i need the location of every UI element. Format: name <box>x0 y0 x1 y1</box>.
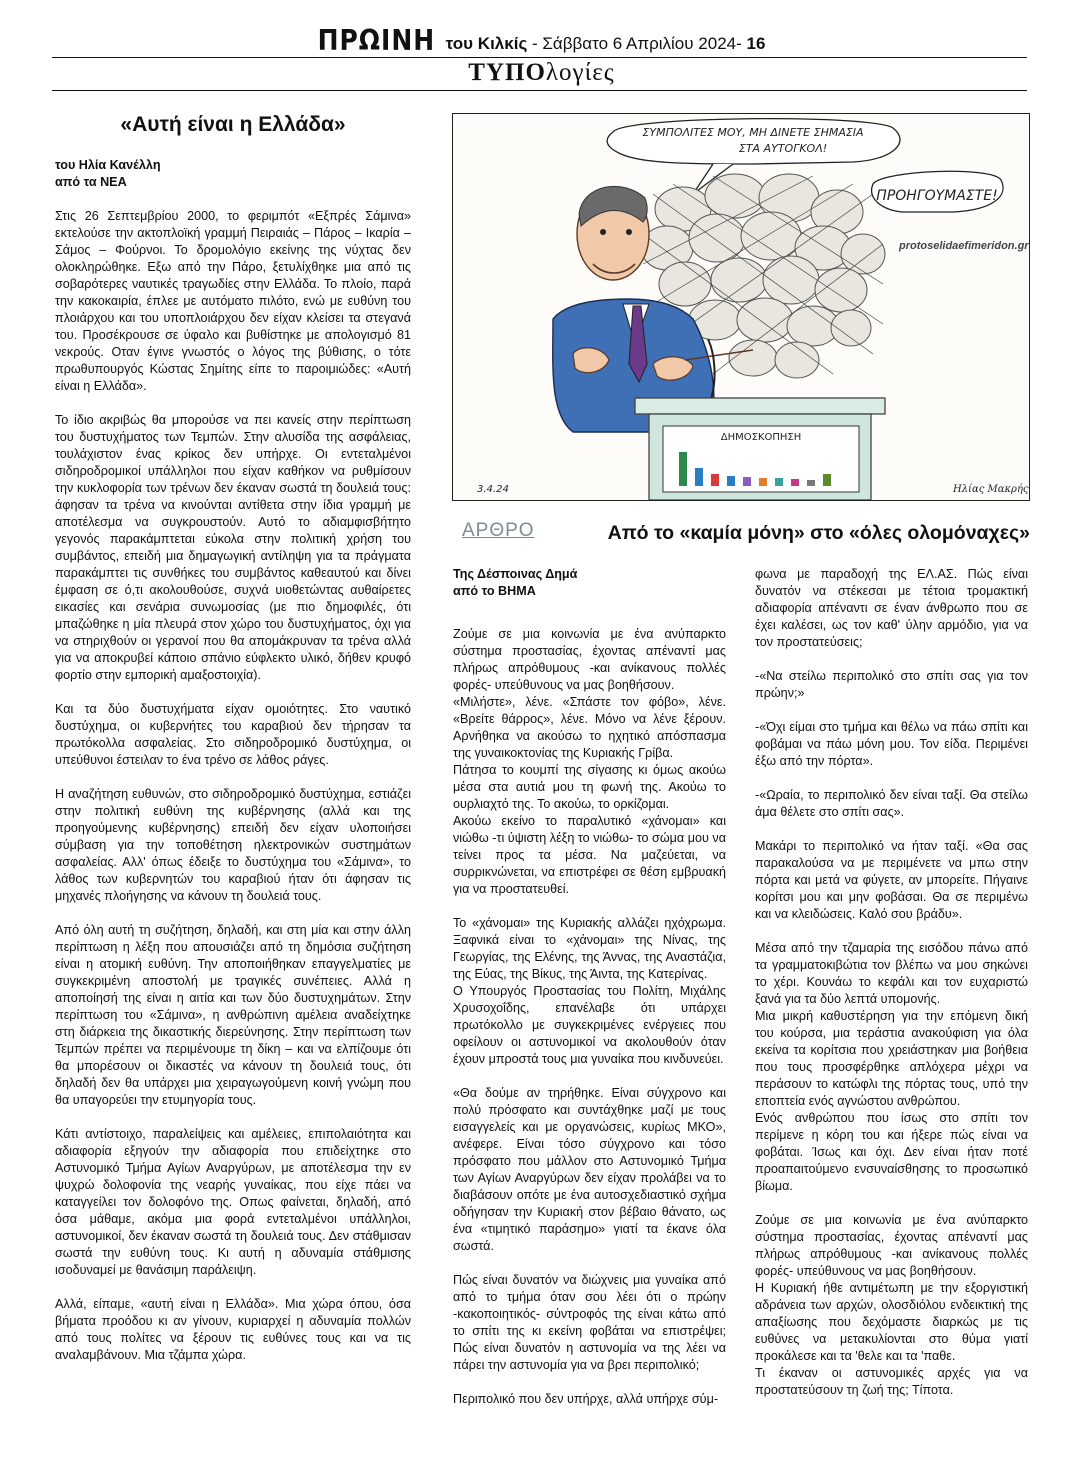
poll-bar <box>775 478 783 486</box>
poll-bar <box>791 479 799 486</box>
left-article <box>55 112 411 1381</box>
paragraph: Ζούμε σε μια κοινωνία με ένα ανύπαρκτο σύστημα προστασίας, έχοντας απέναντί μας πλήρως απρόθυμους -και ανίκανους πολλές φορές- υπεύθυνους να μας βοηθήσουν. <box>755 1213 1028 1278</box>
paragraph: Στις 26 Σεπτεμβρίου 2000, το φεριμπότ «Εξπρές Σάμινα» εκτελούσε την ακτοπλοϊκή γραμμή Πειραιάς – Πάρος – Ικαρία – Σάμος – Φούρνοι. Το δρομολόγιο εκείνης της νύχτας δεν ολοκληρώθηκε. Εξω από την Πάρο, ξετυλίχθηκε μια από τις σοβαρότερες ναυτικές τραγωδίες στην Ελλάδα. Το πλοίο, παρά την κακοκαιρία, έπλεε με αυτόματο πιλότο, ενώ με ευθύνη του πλοιάρχου και του υποπλοιάρχου δεν είχαν κλείσει τα στεγανά του. Προσέκρουσε σε ύφαλο και βυθίστηκε με απολογισμό 81 νεκρούς. Οταν έγινε γνωστός ο λόγος της βύθισης, ο τότε πρωθυπουργός Κώστας Σημίτης είπε το παροιμιώδες: «Αυτή είναι η Ελλάδα». <box>55 209 411 393</box>
cartoonist-signature: Ηλίας Μακρής <box>953 484 1029 495</box>
speech-text-1: ΣΥΜΠΟΛΙΤΕΣ ΜΟΥ, ΜΗ ΔΙΝΕΤΕ ΣΗΜΑΣΙΑ <box>642 126 864 139</box>
top-rule <box>52 57 1027 58</box>
editorial-cartoon <box>452 113 1030 501</box>
paragraph: -«Όχι είμαι στο τμήμα και θέλω να πάω σπίτι και φοβάμαι να πάω μόνη μου. Τον είδα. Περιμένει έξω από την πόρτα». <box>755 720 1028 768</box>
poll-bar <box>743 477 751 486</box>
separator: - <box>527 34 543 53</box>
poll-bar <box>711 474 719 486</box>
newspaper-subtitle: του Κιλκίς <box>445 34 528 53</box>
page-separator: - <box>736 34 747 53</box>
podium-label: ΔΗΜΟΣΚΟΠΗΣΗ <box>720 432 802 443</box>
poll-bar <box>695 468 703 486</box>
watermark: protoselidaefimeridon.gr <box>899 240 1029 252</box>
paragraph: Το ίδιο ακριβώς θα μπορούσε να πει κανείς στην περίπτωση του δυστυχήματος των Τεμπών. Στην αλυσίδα της ασφάλειας, τουλάχιστον ένας κρίκος δεν υπήρχε. Οι εντεταλμένοι σιδηροδρομικοί υπάλληλοι που είχαν καθήκον να ρυθμίσουν την κυκλοφορία των τρένων δεν έκαναν σωστά τη δουλειά τους: άφησαν τα τρένα να κινούνται αντίθετα στην ίδια γραμμή με αποτέλεσμα να συγκρουστούν. Αυτό το αδιαμφισβήτητο γεγονός παρακάμπτεται εύκολα στην πολιτική χρήση του συμβάντος, επειδή μια δημαγωγική αντίληψη για τα πράγματα παρακάμπτει τις συνθήκες του συμβάντος καθεαυτού και δίνει έμφαση σε ό,τι ακολουθούσε, συχνά υιοθετώντας αυθαίρετες εικασίες και σενάρια συνωμοσίας (με πιο δημοφιλές, ότι μπαζώθηκε η μία πλευρά στον χώρο του δυστυχήματος, όχι για να στηριχθούν οι γερανοί που θα απομάκρυναν τα τρένα αλλά για να αποκρυβεί κάποιο σπάνιο εύφλεκτο υλικό, δήθεν κρυφό φορτίο στην εμπορική αμαξοστοιχία). <box>55 413 411 682</box>
left-article-author: του Ηλία Κανέλλη <box>55 158 161 172</box>
right-article-column-2 <box>755 566 1028 1399</box>
poll-bar <box>679 452 687 486</box>
article-tag: ΑΡΘΡΟ <box>462 520 535 541</box>
right-article-title: Από το «καμία μόνη» στο «όλες ολομόναχες» <box>607 522 1030 544</box>
speech-text-right: ΠΡΟΗΓΟΥΜΑΣΤΕ! <box>876 188 998 204</box>
paragraph: Πάτησα το κουμπί της σίγασης κι όμως ακούω μέσα στα αυτιά μου τη φωνή της. Ακούω το ουρλιαχτό της. Το ακούω, το ορκίζομαι. <box>453 763 726 811</box>
paragraph: -«Να στείλω περιπολικό στο σπίτι σας για τον πρώην;» <box>755 669 1028 700</box>
section-title-bold: ΤΥΠΟ <box>468 59 546 86</box>
speech-text-2: ΣΤΑ ΑΥΤΟΓΚΟΛ! <box>738 142 828 155</box>
podium <box>635 398 885 500</box>
section-title <box>0 59 1083 87</box>
right-article-source: από το ΒΗΜΑ <box>453 584 536 598</box>
poll-bar <box>807 480 815 486</box>
paragraph: Ζούμε σε μια κοινωνία με ένα ανύπαρκτο σύστημα προστασίας, έχοντας απέναντί μας πλήρως απρόθυμους -και ανίκανους πολλές φορές- υπεύθυνους να μας βοηθήσουν. <box>453 627 726 692</box>
left-article-source: από τα ΝΕΑ <box>55 175 127 189</box>
paragraph: Η Κυριακή ήθε αντιμέτωπη με την εξοργιστική αδράνεια των αρχών, ολοσδιόλου ενδεικτική της απαξίωσης που δεχόμαστε διαρκώς με τις ευθύνες να μετακυλίονται στο θύμα γιατί προκάλεσε και τα 'θελε και τα 'παθε. <box>755 1281 1028 1363</box>
paragraph: Ακούω εκείνο το παραλυτικό «χάνομαι» και νιώθω -τι ύψιστη λέξη το νιώθω- το σώμα μου να τείνει προς τα μέσα. Να μαζεύεται, να συρρικνώνεται, να επιστρέφει σε θέση εμβρυακή για να προστατευθεί. <box>453 814 726 896</box>
paragraph: Μια μικρή καθυστέρηση για την επόμενη δική του κούρσα, μια τεράστια ανακούφιση για όλα εκείνα τα κορίτσια που χρειάστηκαν μια βοήθεια που τους προσφέρθηκε απλόχερα μέχρι να περάσουν το κατώφλι της πόρτας τους, υπό την εποπτεία ενός αγνώστου ανθρώπου. <box>755 1009 1028 1108</box>
paragraph: Μακάρι το περιπολικό να ήταν ταξί. «Θα σας παρακαλούσα να με περιμένετε να μπω στην πόρτα και μετά να φύγετε, αν μπορείτε. Πήγαινε κορίτσι μου και μην φοβάσαι. Θα σε περιμένω και να κλειδώσεις. Καλό σου βράδυ». <box>755 839 1028 921</box>
paragraph: Πώς είναι δυνατόν να διώχνεις μια γυναίκα από από το τμήμα όταν σου λέει ότι ο πρώην -κακοποιητικός- σύντροφός της είναι κάτω από το σπίτι της κι εκείνη φοβάται να επιστρέψει; Πώς είναι δυνατόν η αστυνομία να της λέει να πάρει την αστυνομία για να βρει περιπολικό; <box>453 1273 726 1372</box>
paragraph: Το «χάνομαι» της Κυριακής αλλάζει ηχόχρωμα. Ξαφνικά είναι το «χάνομαι» της Νίνας, της Γεωργίας, της Ελένης, της Άννας, της Αναστάζια, της Εύας, της Βίκυς, της Άιντα, της Κατερίνας. <box>453 916 726 981</box>
paragraph: φωνα με παραδοχή της ΕΛ.ΑΣ. Πώς είναι δυνατόν να στέκεσαι με τέτοια τρομακτική αδιαφορία απέναντι σε έναν άνθρωπο που σε έχει καλέσει, ως τον καθ' ύλην αρμόδιο, για να τον προστατεύσεις; <box>755 567 1028 649</box>
newspaper-name: ΠΡΩΙΝΗ <box>317 23 436 58</box>
paragraph: Τι έκαναν οι αστυνομικές αρχές για να προστατεύσουν τη ζωή της; Τίποτα. <box>755 1366 1028 1397</box>
issue-date: Σάββατο 6 Απριλίου 2024 <box>542 34 737 53</box>
paragraph: -«Ωραία, το περιπολικό δεν είναι ταξί. Θα στείλω άμα θέλετε στο σπίτι σας». <box>755 788 1028 819</box>
paragraph: «Θα δούμε αν τηρήθηκε. Είναι σύγχρονο και πολύ πρόσφατο και συντάχθηκε μαζί με τους εισαγγελείς και με οργανώσεις, κυρίως ΜΚΟ», ανέφερε. Είναι τόσο σύγχρονο και τόσο πρόσφατο που μάλλον στο Αστυνομικό Τμήμα των Αγίων Αναργύρων δεν είχαν προλάβει να το διαβάσουν οπότε με ένα αυτοσχεδιαστικό σχήμα οδήγησαν την Κυριακή στον βέβαιο θάνατο, ως ένα «τιμητικό παράσημο» γιατί τα έκανε όλα σωστά. <box>453 1086 726 1253</box>
right-article-author: Της Δέσποινας Δημά <box>453 567 578 581</box>
paragraph: Ενός ανθρώπου που ίσως στο σπίτι τον περίμενε η κόρη του και ήξερε πώς είναι να φοβάται. Ίσως και όχι. Δεν είναι ήταν ποτέ προαπαιτούμενο ενσυναίσθησης το προσωπικό βίωμα. <box>755 1111 1028 1193</box>
poll-bar <box>727 476 735 486</box>
masthead <box>0 23 1083 60</box>
paragraph: Από όλη αυτή τη συζήτηση, δηλαδή, και στη μία και στην άλλη περίπτωση η λέξη που απουσιάζει από τη δημόσια συζήτηση είναι η ατομική ευθύνη. Την αποποιήθηκαν επαγγελματίες με συγκεκριμένη αποστολή με τραγικές συνέπειες. Αλλά η αποποίησή της είναι η αιτία και των δύο δυστυχημάτων. Στην περίπτωση του «Σάμινα», η ανθρώπινη αμέλεια αναδείχτηκε στη διάρκεια της δικαστικής διερεύνησης. Στην περίπτωση των Τεμπών πρέπει να περιμένουμε τη δίκη – και να ελπίζουμε ότι θα μπορέσουν οι δικαστές να κάνουν τη δουλειά τους, ότι δηλαδή δεν θα υπάρχει μια χειραγωγούμενη κοινή γνώμη που θα υπαγορεύει την ετυμηγορία τους. <box>55 923 411 1107</box>
section-title-rest: λογίες <box>545 59 615 86</box>
page-number: 16 <box>746 34 766 53</box>
paragraph: Μέσα από την τζαμαρία της εισόδου πάνω από τα γραμματοκιβώτια τον βλέπω να μου σηκώνει το χέρι. Κουνάω το κεφάλι και τον ευχαριστώ ξανά για τα δύο λεπτά υπομονής. <box>755 941 1028 1006</box>
paragraph: Ο Υπουργός Προστασίας του Πολίτη, Μιχάλης Χρυσοχοΐδης, επανέλαβε ότι υπάρχει πρωτόκολλο με συγκεκριμένες ενέργειες που οφείλουν οι αστυνομικοί να ακολουθούν όταν έχουν μπροστά τους μια γυναίκα που κινδυνεύει. <box>453 984 726 1066</box>
section-rule <box>52 90 1027 91</box>
left-article-title: «Αυτή είναι η Ελλάδα» <box>120 113 346 136</box>
paragraph: Αλλά, είπαμε, «αυτή είναι η Ελλάδα». Μια χώρα όπου, όσα βήματα προόδου κι αν γίνουν, κυριαρχεί η αδυναμία πολλών από τους πολίτες να ξέρουν τις ευθύνες τους και να τις αναλαμβάνουν. Μια τζάμπα χώρα. <box>55 1297 411 1362</box>
cartoon-date: 3.4.24 <box>477 484 509 495</box>
paragraph: «Μιλήστε», λένε. «Σπάστε τον φόβο», λένε. «Βρείτε θάρρος», λένε. Μόνο να λένε ξέρουν. Αρνήθηκα να ακούσω το ηχητικό απόσπασμα της γυναικοκτονίας της Κυριακής Γρίβα. <box>453 695 726 760</box>
poll-bar <box>823 474 831 486</box>
paragraph: Περιπολικό που δεν υπήρχε, αλλά υπήρχε σύμ- <box>453 1392 719 1406</box>
paragraph: Και τα δύο δυστυχήματα είχαν ομοιότητες. Στο ναυτικό δυστύχημα, οι κυβερνήτες του καραβιού δεν τήρησαν τα πρωτόκολλα ασφαλείας. Στο σιδηροδρομικό δυστύχημα, οι υπεύθυνοι έστειλαν το ένα τρένο σε λάθος ράγες. <box>55 702 411 767</box>
poll-bar <box>759 478 767 486</box>
paragraph: Η αναζήτηση ευθυνών, στο σιδηροδρομικό δυστύχημα, εστιάζει στην πολιτική ευθύνη της κυβέρνησης (αλλά και της προηγούμενης κυβέρνησης) επειδή δεν είχαν υλοποιήσει σύμβαση για την τοποθέτηση ηλεκτρονικών συστημάτων ασφαλείας. Αλλ' όπως έδειξε το δυστύχημα του «Σάμινα», το λάθος των κυβερνητών του καραβιού ήταν ότι άφησαν τις μηχανές πλοήγησης να κάνουν τη δουλειά τους. <box>55 787 411 903</box>
right-article-column-1 <box>453 566 726 1425</box>
cartoon-drawing <box>453 114 1030 501</box>
paragraph: Κάτι αντίστοιχο, παραλείψεις και αμέλειες, επιπολαιότητα και αδιαφορία εξηγούν την αδιαφορία που επιδείχτηκε στο Αστυνομικό Τμήμα Αγίων Αναργύρων, με αποτέλεσμα την εν ψυχρώ δολοφονία της νεαρής γυναίκας, που είχε πάει να καταγγείλει τον δολοφόνο της. Οπως φαίνεται, δηλαδή, από όσα μάθαμε, ακόμα μια φορά εντεταλμένοι υπάλληλοι, αστυνομικοί, δεν έκαναν σωστά τη δουλειά τους. Δεν στάθμισαν σωστά την ευθύνη τους. Κι αυτή η αδυναμία στάθμισης ισοδυναμεί με θανάσιμη παράλειψη. <box>55 1127 411 1277</box>
